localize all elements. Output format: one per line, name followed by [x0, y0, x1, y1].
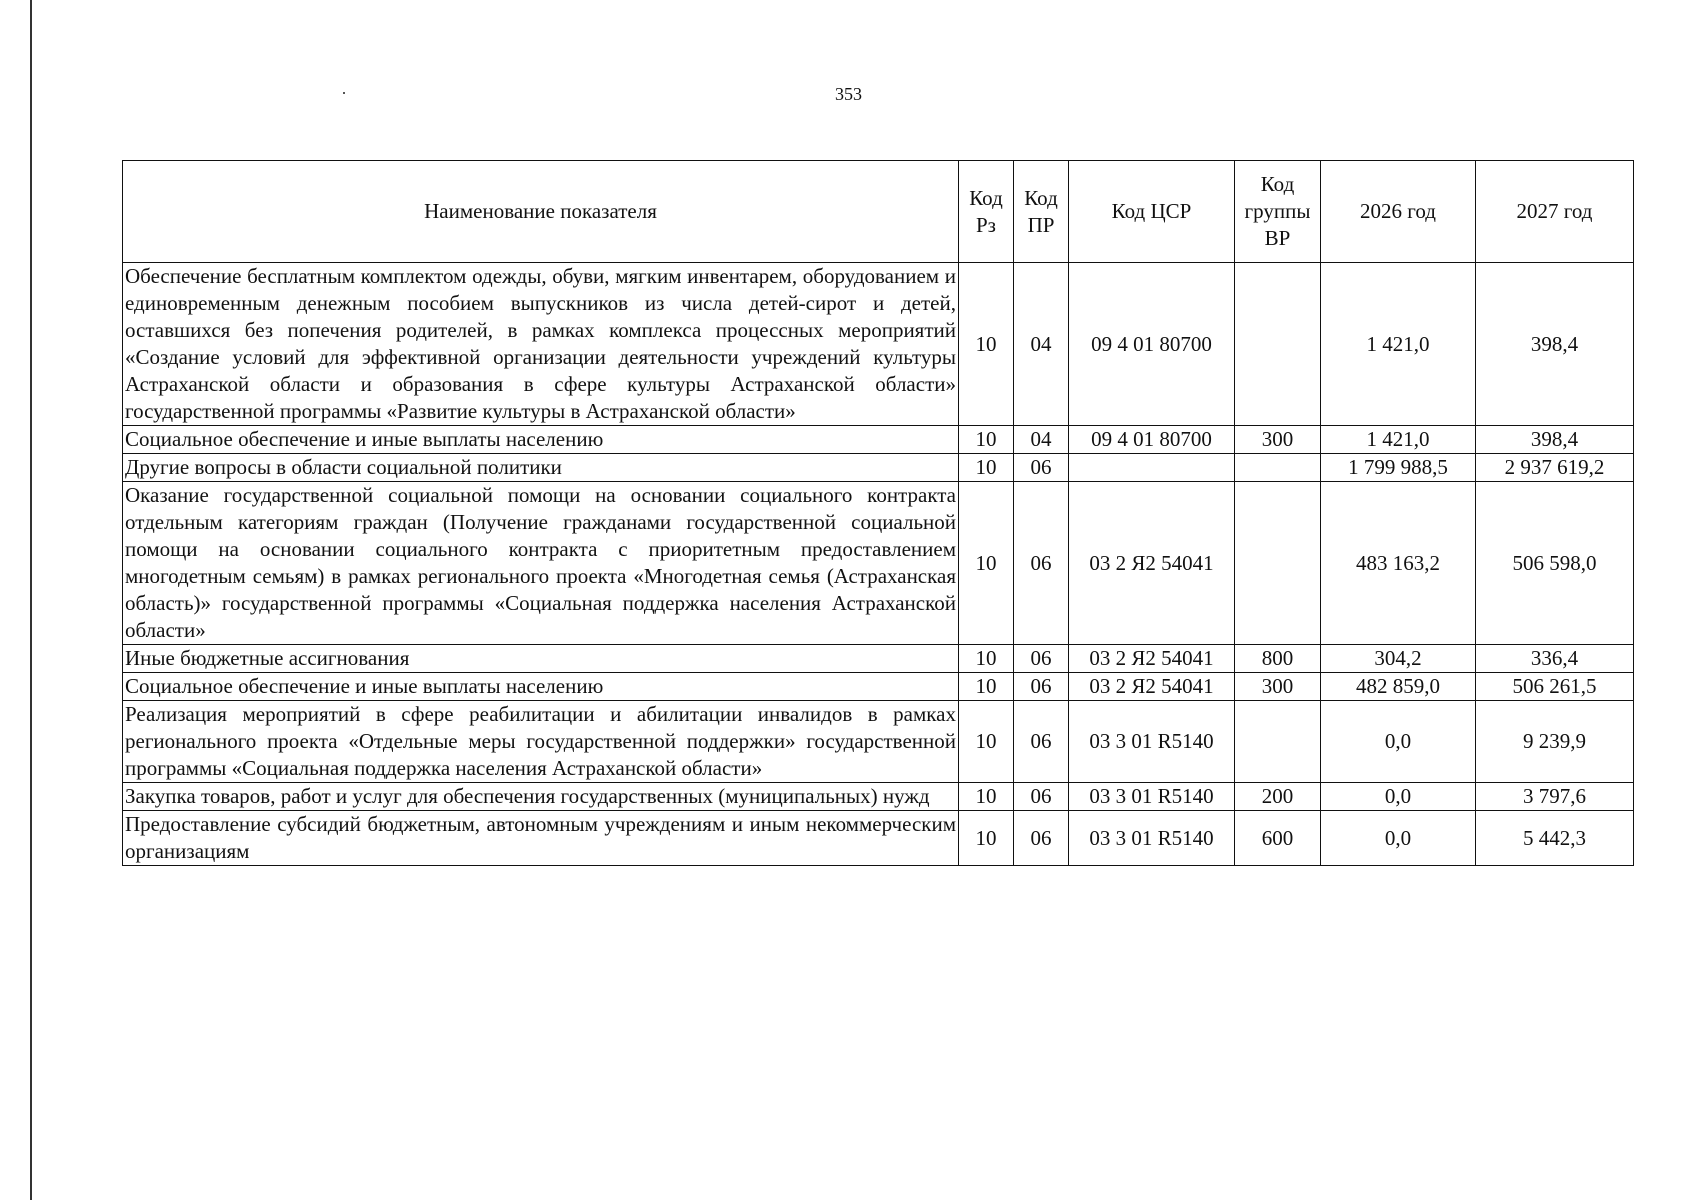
row-2027: 506 598,0 — [1476, 482, 1634, 645]
row-2027: 398,4 — [1476, 263, 1634, 426]
row-rz: 10 — [959, 811, 1014, 866]
table-header-row — [123, 161, 1634, 263]
row-name: Иные бюджетные ассигнования — [123, 645, 959, 673]
header-csr: Код ЦСР — [1069, 161, 1235, 263]
header-pr: Код ПР — [1014, 161, 1069, 263]
row-2026: 0,0 — [1321, 811, 1476, 866]
row-vr: 800 — [1235, 645, 1321, 673]
table-row — [123, 454, 1634, 482]
row-pr: 04 — [1014, 426, 1069, 454]
row-2026: 483 163,2 — [1321, 482, 1476, 645]
row-2026: 0,0 — [1321, 701, 1476, 783]
row-2026: 482 859,0 — [1321, 673, 1476, 701]
row-2026: 1 421,0 — [1321, 263, 1476, 426]
row-pr: 06 — [1014, 673, 1069, 701]
page-number: 353 — [835, 84, 862, 104]
row-2027: 5 442,3 — [1476, 811, 1634, 866]
table-row — [123, 783, 1634, 811]
row-2027: 336,4 — [1476, 645, 1634, 673]
row-pr: 06 — [1014, 701, 1069, 783]
header-2026: 2026 год — [1321, 161, 1476, 263]
header-vr: Код группы ВР — [1235, 161, 1321, 263]
row-pr: 06 — [1014, 811, 1069, 866]
row-csr: 03 3 01 R5140 — [1069, 701, 1235, 783]
row-2026: 304,2 — [1321, 645, 1476, 673]
row-pr: 06 — [1014, 783, 1069, 811]
row-2026: 1 421,0 — [1321, 426, 1476, 454]
row-vr — [1235, 701, 1321, 783]
row-vr: 200 — [1235, 783, 1321, 811]
table-row — [123, 811, 1634, 866]
table-row — [123, 701, 1634, 783]
row-csr: 03 2 Я2 54041 — [1069, 482, 1235, 645]
row-rz: 10 — [959, 263, 1014, 426]
row-vr — [1235, 482, 1321, 645]
row-pr: 06 — [1014, 482, 1069, 645]
row-2026: 0,0 — [1321, 783, 1476, 811]
row-csr: 03 2 Я2 54041 — [1069, 645, 1235, 673]
row-vr: 300 — [1235, 673, 1321, 701]
row-pr: 06 — [1014, 454, 1069, 482]
header-2027: 2027 год — [1476, 161, 1634, 263]
header-name: Наименование показателя — [123, 161, 959, 263]
row-2027: 3 797,6 — [1476, 783, 1634, 811]
row-rz: 10 — [959, 426, 1014, 454]
row-name: Другие вопросы в области социальной политики — [123, 454, 959, 482]
table-row — [123, 263, 1634, 426]
row-rz: 10 — [959, 645, 1014, 673]
row-pr: 06 — [1014, 645, 1069, 673]
budget-table — [122, 160, 1634, 866]
row-2027: 398,4 — [1476, 426, 1634, 454]
table-row — [123, 426, 1634, 454]
row-2026: 1 799 988,5 — [1321, 454, 1476, 482]
row-name: Социальное обеспечение и иные выплаты населению — [123, 673, 959, 701]
table-row — [123, 673, 1634, 701]
row-name: Социальное обеспечение и иные выплаты населению — [123, 426, 959, 454]
table-row — [123, 645, 1634, 673]
row-csr: 03 3 01 R5140 — [1069, 783, 1235, 811]
row-pr: 04 — [1014, 263, 1069, 426]
row-csr: 09 4 01 80700 — [1069, 263, 1235, 426]
row-rz: 10 — [959, 701, 1014, 783]
header-rz: Код Рз — [959, 161, 1014, 263]
page-edge-line — [30, 0, 32, 1200]
row-rz: 10 — [959, 482, 1014, 645]
table-row — [123, 482, 1634, 645]
row-vr: 300 — [1235, 426, 1321, 454]
row-rz: 10 — [959, 783, 1014, 811]
row-name: Закупка товаров, работ и услуг для обеспечения государственных (муниципальных) нужд — [123, 783, 959, 811]
row-csr — [1069, 454, 1235, 482]
row-name: Оказание государственной социальной помощи на основании социального контракта отдельным категориям граждан (Получение гражданами государственной социальной помощи на основании социального контракта с приоритетным предоставлением многодетным семьям) в рамках регионального проекта «Многодетная семья (Астраханская область)» государственной программы «Социальная поддержка населения Астраханской области» — [123, 482, 959, 645]
row-2027: 506 261,5 — [1476, 673, 1634, 701]
row-rz: 10 — [959, 454, 1014, 482]
row-name: Реализация мероприятий в сфере реабилитации и абилитации инвалидов в рамках регионального проекта «Отдельные меры государственной поддержки» государственной программы «Социальная поддержка населения Астраханской области» — [123, 701, 959, 783]
row-csr: 03 2 Я2 54041 — [1069, 673, 1235, 701]
row-2027: 2 937 619,2 — [1476, 454, 1634, 482]
row-csr: 09 4 01 80700 — [1069, 426, 1235, 454]
row-rz: 10 — [959, 673, 1014, 701]
row-vr: 600 — [1235, 811, 1321, 866]
row-csr: 03 3 01 R5140 — [1069, 811, 1235, 866]
row-2027: 9 239,9 — [1476, 701, 1634, 783]
row-vr — [1235, 454, 1321, 482]
row-name: Предоставление субсидий бюджетным, автономным учреждениям и иным некоммерческим организациям — [123, 811, 959, 866]
row-vr — [1235, 263, 1321, 426]
row-name: Обеспечение бесплатным комплектом одежды, обуви, мягким инвентарем, оборудованием и единовременным денежным пособием выпускников из числа детей-сирот и детей, оставшихся без попечения родителей, в рамках комплекса процессных мероприятий «Создание условий для эффективной организации деятельности учреждений культуры Астраханской области и образования в сфере культуры Астраханской области» государственной программы «Развитие культуры в Астраханской области» — [123, 263, 959, 426]
